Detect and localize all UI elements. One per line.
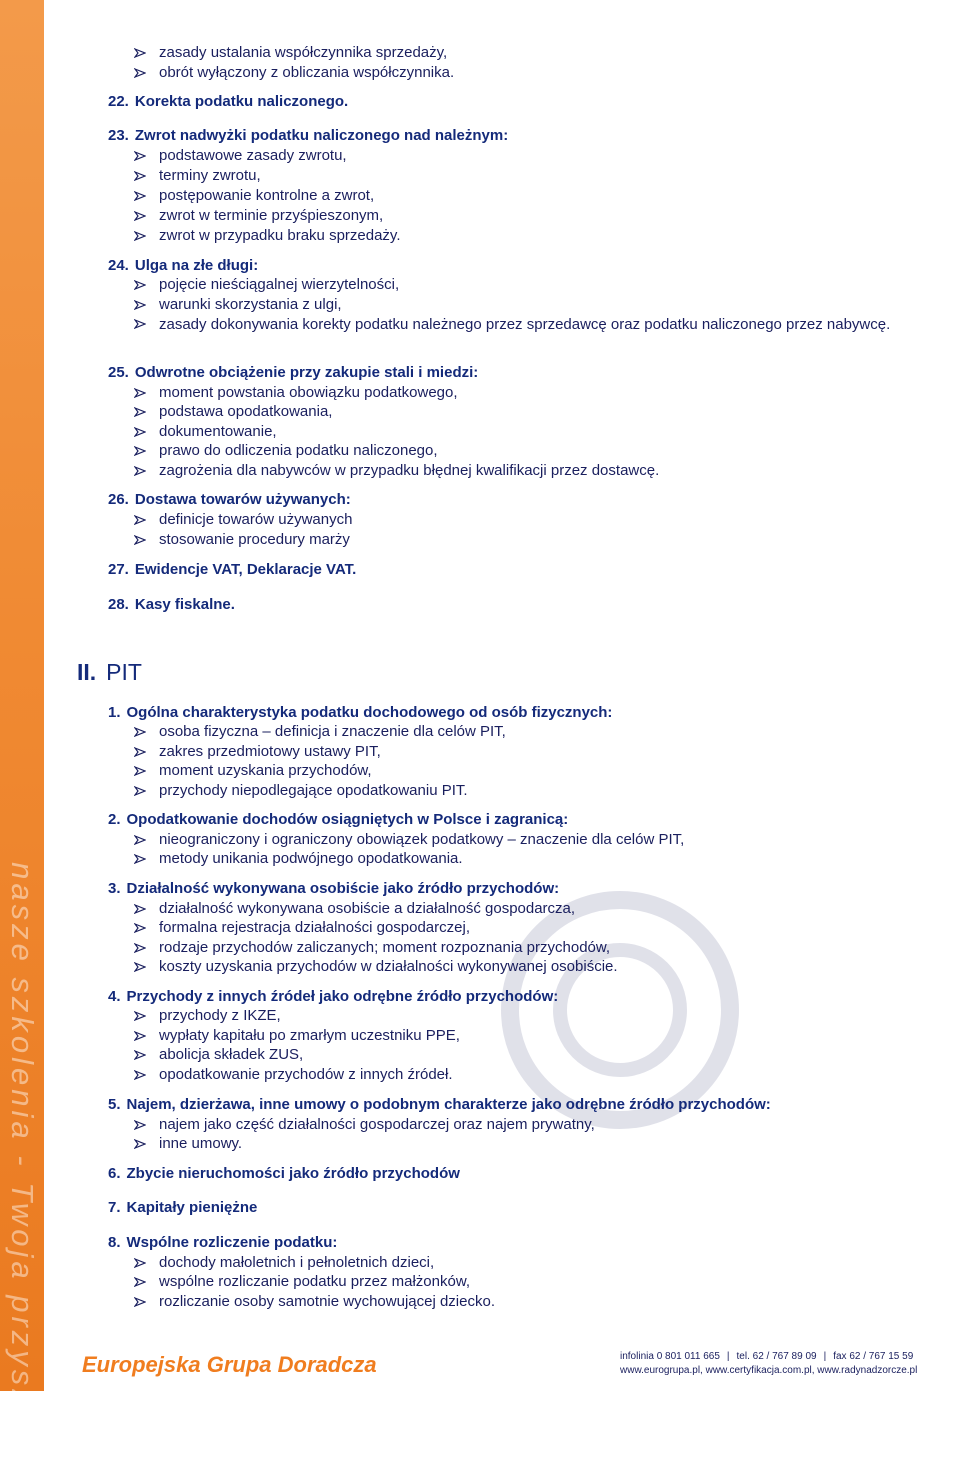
arrow-bullet-icon (134, 461, 150, 476)
arrow-bullet-icon (134, 530, 150, 545)
arrow-bullet-icon (134, 43, 150, 58)
footer-fax: fax 62 / 767 15 59 (833, 1351, 914, 1362)
arrow-bullet-icon (134, 314, 150, 329)
section-title: II. PIT (77, 659, 142, 685)
arrow-bullet-icon (134, 722, 150, 737)
arrow-bullet-icon (134, 1045, 150, 1060)
company-logo (80, 1348, 380, 1380)
footer-tel: tel. 62 / 767 89 09 (736, 1351, 817, 1362)
arrow-bullet-icon (134, 781, 150, 796)
arrow-bullet-icon (134, 918, 150, 933)
arrow-bullet-icon (134, 742, 150, 757)
arrow-bullet-icon (134, 510, 150, 525)
arrow-bullet-icon (134, 1026, 150, 1041)
arrow-bullet-icon (134, 402, 150, 417)
arrow-bullet-icon (134, 186, 150, 201)
arrow-bullet-icon (134, 206, 150, 221)
arrow-bullet-icon (134, 441, 150, 456)
footer-contact: infolinia 0 801 011 665 | tel. 62 / 767 89 09 | fax 62 / 767 15 59 www.eurogrupa.pl, www.certyfikacja.com.pl, www.radynadzorcze.pl (620, 1350, 940, 1378)
arrow-bullet-icon (134, 938, 150, 953)
arrow-bullet-icon (134, 146, 150, 161)
arrow-bullet-icon (134, 830, 150, 845)
arrow-bullet-icon (134, 1115, 150, 1130)
arrow-bullet-icon (134, 1134, 150, 1149)
arrow-bullet-icon (134, 761, 150, 776)
footer-infolinia: infolinia 0 801 011 665 (620, 1351, 720, 1362)
arrow-bullet-icon (134, 849, 150, 864)
arrow-bullet-icon (134, 275, 150, 290)
page-content: zasady ustalania współczynnika sprzedaży, obrót wyłączony z obliczania współczynnika. 22. Korekta podatku naliczonego. 23. Zwrot nadwyżki podatku naliczonego nad należnym: podstawowe zasady zwrotu, terminy zwrotu, postępowanie kontrolne a zwrot, zwrot w terminie przyśpieszonym, zwrot w przypadku braku sprzedaży. 24. Ulga na złe długi: pojęcie nieściągalnej wierzytelności, warunki skorzystania z ulgi, zasady dokonywania korekty podatku należnego przez sprzedawcę oraz podatku naliczonego przez nabywcę. 25. Odwrotne obciążenie przy zakupie stali i miedzi: moment powstania obowiązku podatkowego, podstawa opodatkowania, dokumentowanie, prawo do odliczenia podatku naliczonego, zagrożenia dla nabywców w przypadku błędnej kwalifikacji przez dostawcę. 26. Dostawa towarów używanych: definicje towarów używanych stosowanie procedury marży 27. Ewidencje VAT, Deklaracje VAT. 28. Kasy fiskalne. II. PIT 1. Ogólna charakterystyka podatku dochodowego od osób fizycznych: osoba fizyczna – definicja i znaczenie dla celów PIT, zakres przedmiotowy ustawy PIT, moment uzyskania przychodów, przychody niepodlegające opodatkowaniu PIT. 2. Opodatkowanie dochodów osiągniętych w Polsce i zagranicą: nieograniczony i ograniczony obowiązek podatkowy – znaczenie dla celów PIT, metody unikania podwójnego opodatkowania. 3. Działalność wykonywana osobiście jako źródło przychodów: działalność wykonywana osobiście a działalność gospodarcza, formalna rejestracja działalności gospodarczej, rodzaje przychodów zaliczanych; moment rozpoznania przychodów, koszty uzyskania przychodów w działalności wykonywanej osobiście. 4. Przychody z innych źródeł jako odrębne źródło przychodów: przychody z IKZE, wypłaty kapitału po zmarłym uczestniku PPE, abolicja składek ZUS, opodatkowanie przychodów z innych źródeł. 5. Najem, dzierżawa, inne umowy o podobnym charakterze jako odrębne źródło przychodów: najem jako część działalności gospodarczej oraz najem prywatny, inne umowy. 6. Zbycie nieruchomości jako źródło przychodów 7. Kapitały pieniężne 8. Wspólne rozliczenie podatku: dochody małoletnich i pełnoletnich dzieci, wspólne rozliczanie podatku przez małżonków, rozliczanie osoby samotnie wychowującej dziecko. (77, 44, 891, 1310)
arrow-bullet-icon (134, 422, 150, 437)
sidebar-slogan: nasze szkolenia - Twoja przyszłość (5, 862, 40, 1480)
arrow-bullet-icon (134, 1292, 150, 1307)
arrow-bullet-icon (134, 899, 150, 914)
arrow-bullet-icon (134, 1065, 150, 1080)
arrow-bullet-icon (134, 1253, 150, 1268)
arrow-bullet-icon (134, 383, 150, 398)
arrow-bullet-icon (134, 63, 150, 78)
footer-websites[interactable]: www.eurogrupa.pl, www.certyfikacja.com.pl, www.radynadzorcze.pl (620, 1365, 918, 1376)
logo-text: Europejska Grupa Doradcza (82, 1352, 377, 1377)
arrow-bullet-icon (134, 295, 150, 310)
arrow-bullet-icon (134, 1006, 150, 1021)
arrow-bullet-icon (134, 1272, 150, 1287)
arrow-bullet-icon (134, 166, 150, 181)
arrow-bullet-icon (134, 226, 150, 241)
arrow-bullet-icon (134, 957, 150, 972)
